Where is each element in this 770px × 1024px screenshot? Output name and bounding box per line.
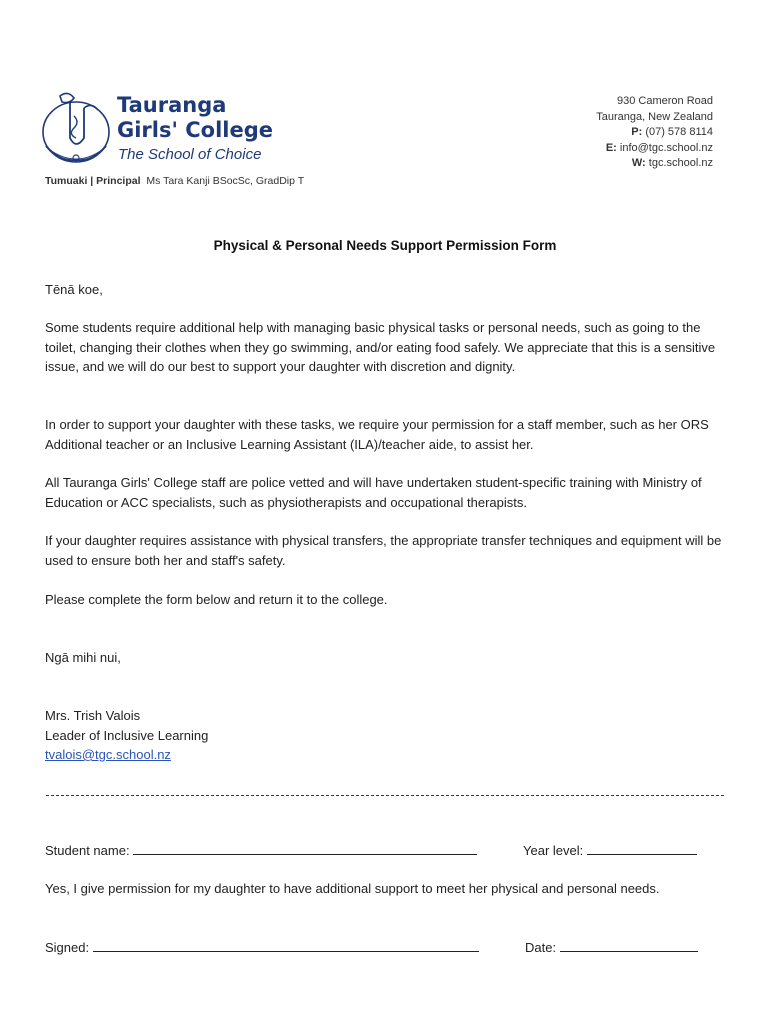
email-label: E:: [605, 141, 617, 154]
principal-name: Ms Tara Kanji BSocSc, GradDip T: [146, 175, 305, 187]
signer-name: Mrs. Trish Valois: [45, 708, 141, 723]
student-name-input-line[interactable]: [133, 853, 477, 855]
school-name-line1: Tauranga: [117, 93, 227, 117]
school-name: [117, 93, 273, 143]
date-field: [525, 940, 698, 955]
student-name-field: [45, 843, 477, 858]
email-line: [596, 141, 713, 157]
email-value: info@tgc.school.nz: [619, 141, 713, 154]
phone-label: P:: [631, 126, 643, 138]
date-label: Date:: [525, 940, 557, 955]
principal-label: Tumuaki | Principal: [45, 175, 141, 187]
principal-line: [45, 175, 304, 187]
form-title: Physical & Personal Needs Support Permission Form: [213, 238, 557, 253]
phone-value: (07) 578 8114: [645, 126, 713, 138]
school-crest-logo: [40, 88, 112, 168]
closing: Ngā mihi nui,: [45, 650, 121, 665]
signed-label: Signed:: [45, 940, 90, 955]
paragraph-4: If your daughter requires assistance with physical transfers, the appropriate transfer techniques and equipment will be used to ensure both her and staff's safety.: [45, 533, 722, 568]
web-value: tgc.school.nz: [648, 157, 713, 169]
greeting: Tēnā koe,: [45, 282, 103, 297]
address-line1: 930 Cameron Road: [616, 95, 713, 107]
year-level-input-line[interactable]: [587, 853, 697, 855]
cut-line-divider: [46, 795, 724, 796]
web-label: W:: [631, 157, 646, 169]
signature-input-line[interactable]: [93, 950, 479, 952]
paragraph-3: All Tauranga Girls' College staff are police vetted and will have undertaken student-specific training with Ministry of Education or ACC specialists, such as physiotherapists and occupational therapists.: [45, 475, 702, 510]
school-tagline: The School of Choice: [118, 146, 262, 163]
year-level-field: [523, 843, 697, 858]
student-name-label: Student name:: [45, 843, 130, 858]
web-line: [596, 156, 713, 172]
paragraph-2: In order to support your daughter with these tasks, we require your permission for a staff member, such as her ORS Additional teacher or an Inclusive Learning Assistant (ILA)/teacher aide, to assist her.: [45, 417, 709, 452]
paragraph-5: Please complete the form below and return it to the college.: [45, 592, 388, 607]
school-name-line2: Girls' College: [117, 118, 273, 142]
signer-email-link[interactable]: tvalois@tgc.school.nz: [45, 747, 171, 762]
paragraph-1: Some students require additional help with managing basic physical tasks or personal needs, such as going to the toilet, changing their clothes when they go swimming, and/or eating food safely. We appreciate that this is a sensitive issue, and we will do our best to support your daughter with discretion and dignity.: [45, 320, 716, 374]
address-line2: Tauranga, New Zealand: [596, 110, 713, 123]
signed-field: [45, 940, 479, 955]
date-input-line[interactable]: [560, 950, 698, 952]
signer-block: [45, 706, 735, 765]
permission-statement: Yes, I give permission for my daughter to have additional support to meet her physical and personal needs.: [45, 881, 660, 896]
phone-line: [596, 125, 713, 141]
contact-block: [596, 94, 713, 172]
year-level-label: Year level:: [523, 843, 584, 858]
signer-title: Leader of Inclusive Learning: [45, 727, 209, 743]
